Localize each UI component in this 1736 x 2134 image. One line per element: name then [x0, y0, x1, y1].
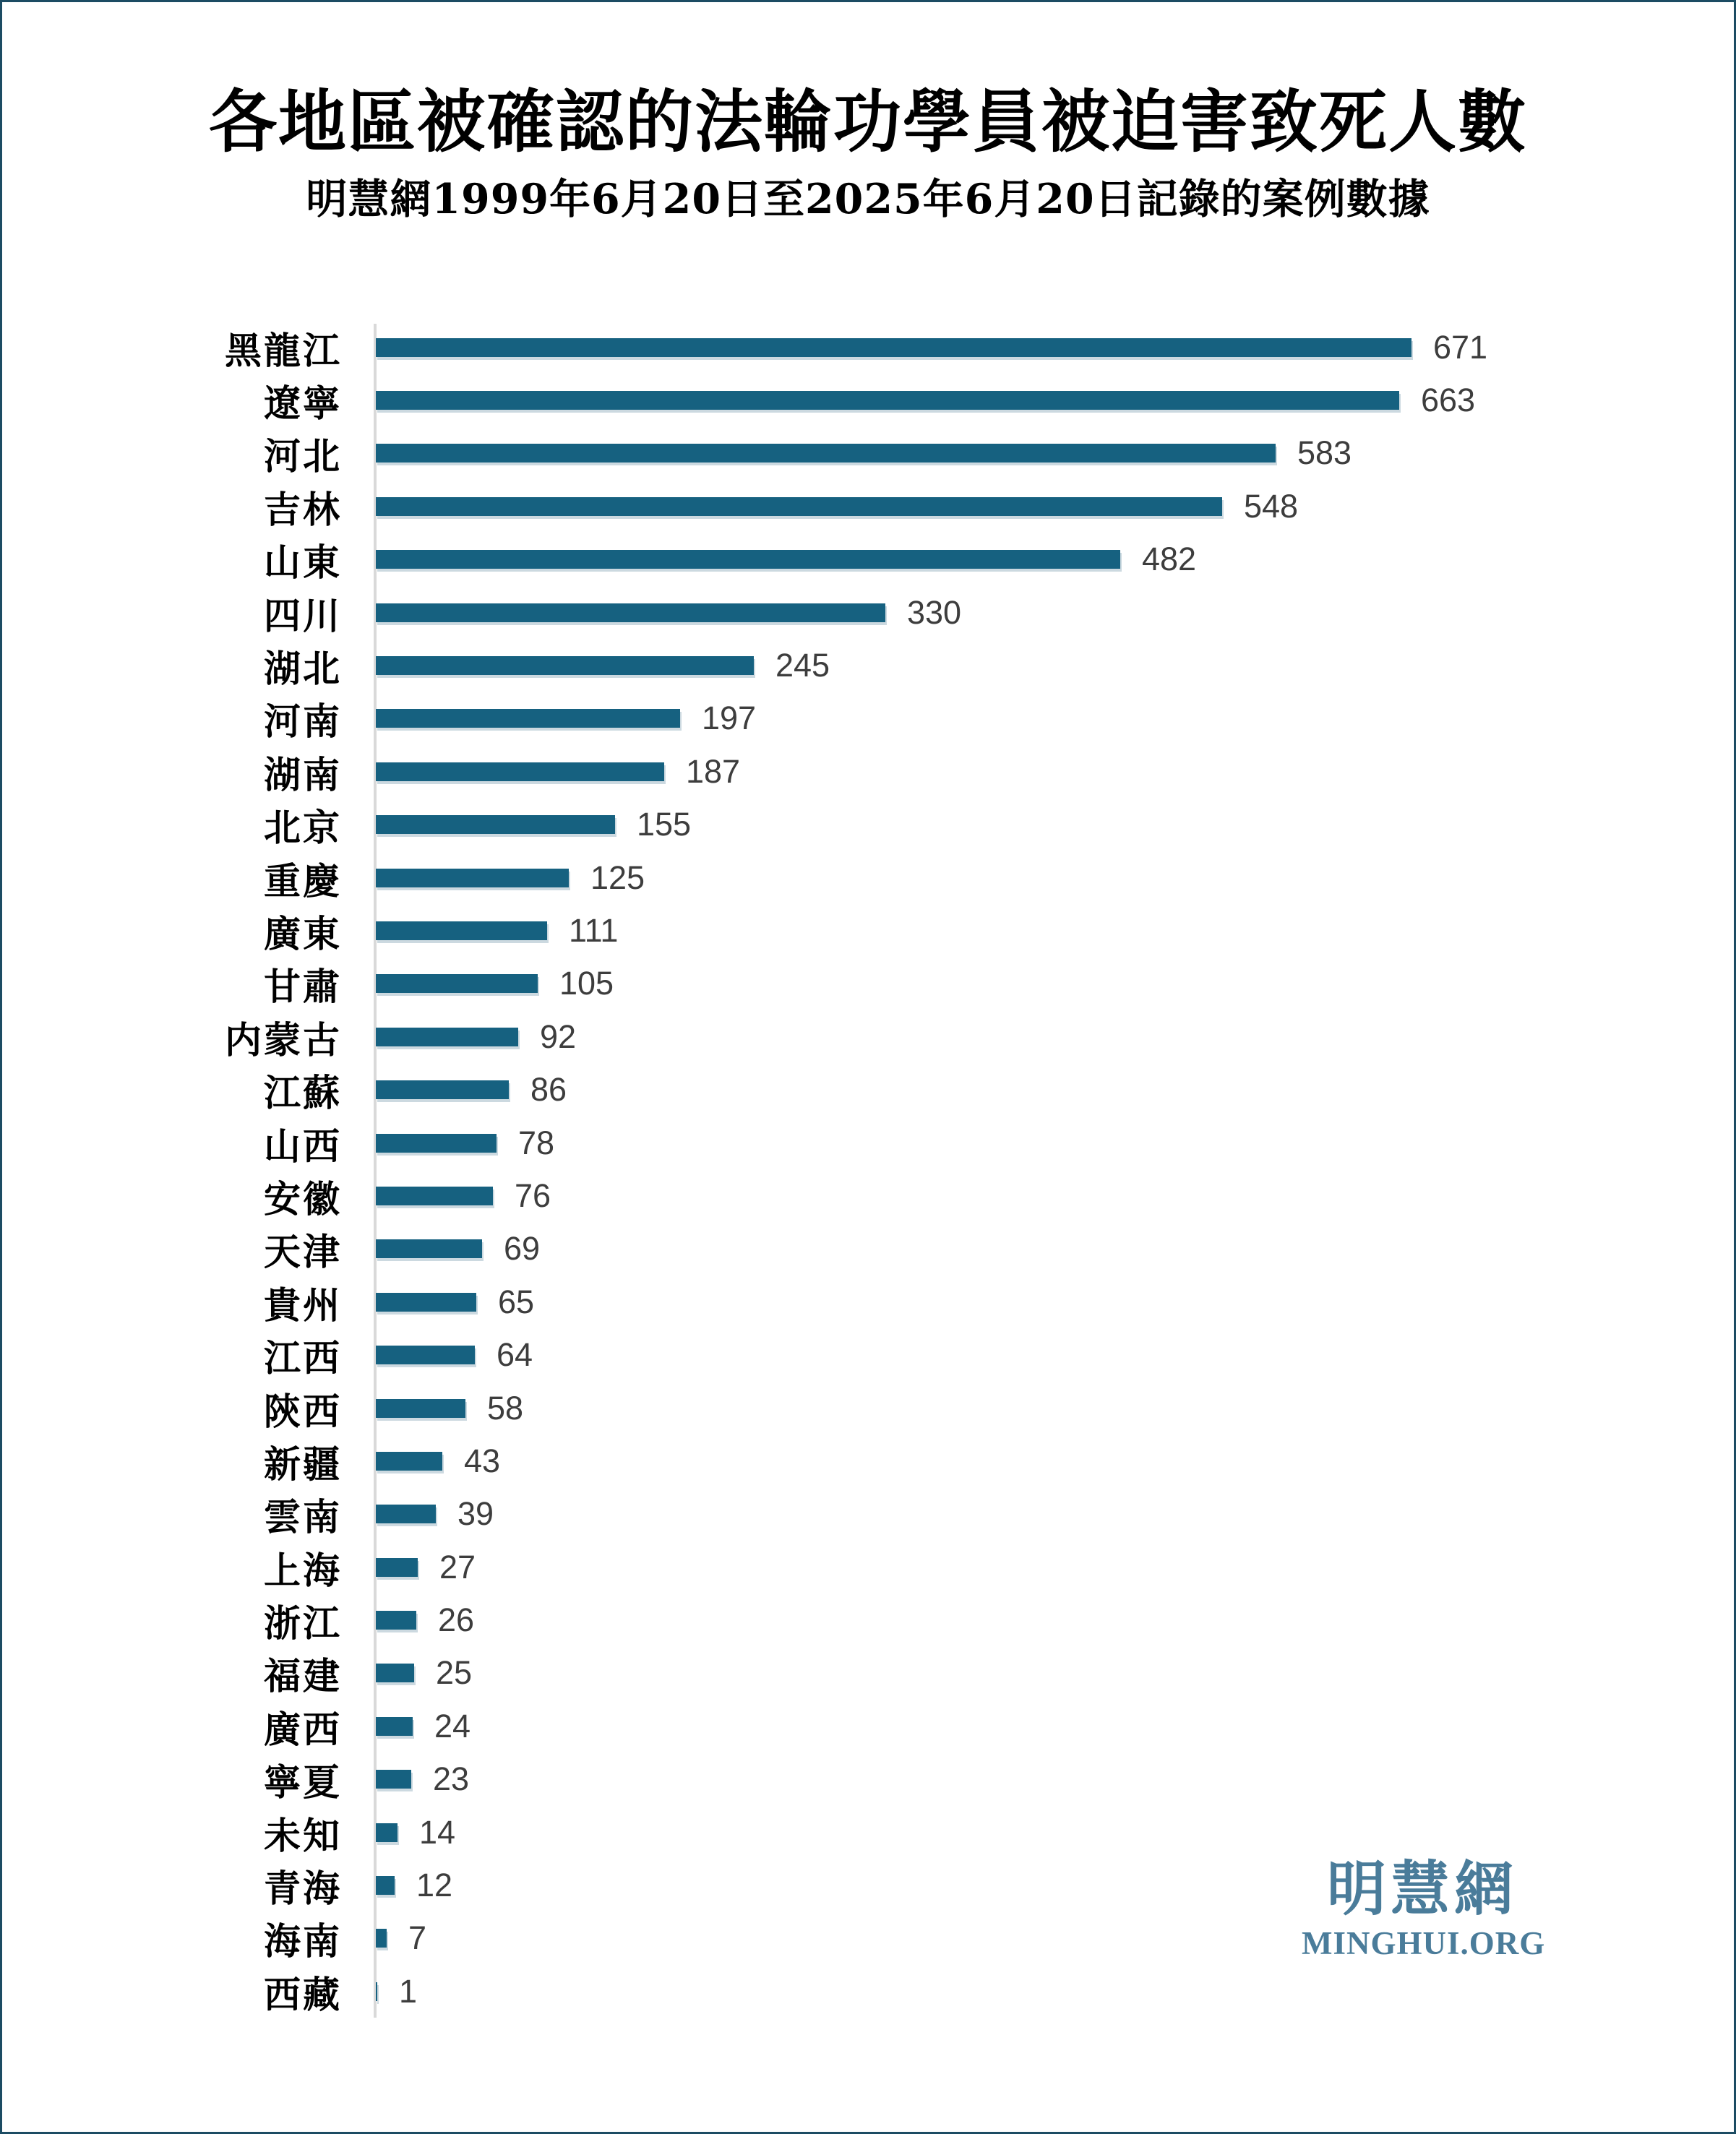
category-label: 廣西 [263, 1708, 342, 1752]
value-label: 197 [702, 700, 757, 737]
category-label: 河南 [263, 700, 342, 744]
category-label: 山西 [263, 1124, 342, 1169]
category-label: 新疆 [263, 1442, 342, 1487]
bar-and-value [376, 965, 614, 1002]
chart-row [2, 1010, 1736, 1063]
bar-and-value [376, 594, 961, 632]
bar-and-value [376, 1230, 540, 1268]
bar [376, 1239, 482, 1258]
bar [376, 762, 664, 781]
bar-and-value [376, 753, 740, 791]
bar [376, 1134, 497, 1153]
value-label: 24 [434, 1707, 471, 1744]
value-label: 245 [775, 647, 830, 684]
bar-and-value [376, 1071, 567, 1109]
bar [376, 1028, 518, 1046]
bar [376, 974, 538, 993]
bar [376, 338, 1411, 357]
category-label: 吉林 [263, 488, 342, 532]
bar-and-value [376, 329, 1487, 366]
bar-and-value [376, 1018, 576, 1056]
chart-row [2, 1488, 1736, 1541]
chart-row [2, 1593, 1736, 1646]
bar-and-value [376, 859, 645, 897]
chart-row [2, 1169, 1736, 1222]
value-label: 482 [1142, 541, 1197, 578]
value-label: 12 [416, 1867, 453, 1904]
bar [376, 1187, 493, 1205]
value-label: 663 [1421, 382, 1476, 419]
value-label: 548 [1244, 487, 1299, 525]
chart-row [2, 374, 1736, 426]
category-label: 内蒙古 [224, 1018, 342, 1062]
bar-and-value [376, 1601, 474, 1639]
value-label: 7 [408, 1919, 427, 1957]
category-label: 浙江 [263, 1602, 342, 1646]
chart-subtitle: 明慧網1999年6月20日至2025年6月20日記錄的案例數據 [306, 175, 1430, 223]
bar [376, 1558, 418, 1577]
bar-and-value [376, 1654, 472, 1692]
value-label: 65 [498, 1283, 535, 1320]
bar-and-value [376, 1124, 554, 1162]
bar-and-value [376, 1867, 452, 1904]
chart-row [2, 692, 1736, 745]
category-label: 甘肅 [263, 965, 342, 1010]
category-label: 北京 [263, 806, 342, 851]
chart-row [2, 958, 1736, 1010]
chart-row [2, 1434, 1736, 1487]
chart-row [2, 1965, 1736, 2018]
chart-title: 各地區被確認的法輪功學員被迫害致死人數 [208, 82, 1527, 162]
category-label: 廣東 [263, 913, 342, 956]
value-label: 187 [686, 752, 741, 790]
bar-chart [2, 321, 1736, 2018]
category-label: 西藏 [263, 1973, 342, 2017]
bar [376, 391, 1399, 410]
value-label: 26 [438, 1601, 475, 1639]
chart-row [2, 1753, 1736, 1806]
bar [376, 1611, 416, 1630]
value-label: 23 [433, 1760, 470, 1798]
chart-row [2, 1117, 1736, 1169]
bar-and-value [376, 1760, 469, 1798]
category-label: 遼寧 [263, 382, 342, 426]
value-label: 671 [1433, 328, 1488, 366]
logo-latin-text: MINGHUI.ORG [1302, 1925, 1546, 1962]
chart-row [2, 1700, 1736, 1752]
bar-and-value [376, 382, 1475, 419]
bar [376, 709, 680, 728]
bar-and-value [376, 541, 1196, 578]
value-label: 1 [399, 1972, 418, 2010]
chart-row [2, 851, 1736, 904]
chart-row [2, 1223, 1736, 1275]
chart-row [2, 1275, 1736, 1328]
bar-and-value [376, 1549, 476, 1586]
bar [376, 1717, 413, 1736]
bar-and-value [376, 806, 691, 843]
chart-row [2, 480, 1736, 533]
bar [376, 1823, 398, 1842]
category-label: 雲南 [263, 1496, 342, 1540]
category-label: 河北 [263, 435, 342, 479]
bar [376, 444, 1276, 462]
chart-row [2, 745, 1736, 798]
value-label: 92 [540, 1017, 577, 1055]
bar [376, 869, 569, 887]
chart-row [2, 321, 1736, 374]
category-label: 寧夏 [263, 1761, 342, 1805]
category-label: 上海 [263, 1549, 342, 1593]
bar-and-value [376, 700, 756, 737]
chart-row [2, 1382, 1736, 1434]
bar [376, 1664, 414, 1682]
bar-and-value [376, 1814, 455, 1851]
value-label: 105 [559, 965, 614, 1002]
bar [376, 1982, 377, 2001]
chart-row [2, 1806, 1736, 1859]
bar-and-value [376, 1442, 500, 1480]
chart-row [2, 427, 1736, 480]
category-label: 青海 [263, 1867, 342, 1911]
value-label: 125 [590, 859, 645, 896]
bar [376, 1876, 395, 1895]
bar-and-value [376, 488, 1298, 525]
category-label: 海南 [263, 1920, 342, 1964]
category-label: 陝西 [263, 1390, 342, 1434]
chart-row [2, 1063, 1736, 1116]
chart-row [2, 1647, 1736, 1700]
bar-and-value [376, 1495, 494, 1533]
value-label: 76 [515, 1176, 551, 1214]
value-label: 43 [464, 1442, 501, 1479]
bar [376, 1399, 465, 1418]
value-label: 14 [419, 1813, 456, 1851]
bar [376, 497, 1222, 516]
value-label: 583 [1297, 434, 1352, 472]
bar [376, 1452, 442, 1471]
bar [376, 815, 615, 834]
chart-row [2, 1328, 1736, 1381]
category-label: 福建 [263, 1655, 342, 1699]
category-label: 貴州 [263, 1283, 342, 1328]
bar [376, 550, 1120, 569]
chart-row [2, 533, 1736, 586]
value-label: 78 [518, 1124, 555, 1161]
bar [376, 1505, 436, 1523]
bar [376, 603, 885, 622]
minghui-logo [1302, 1854, 1546, 1962]
bar [376, 1080, 509, 1099]
category-label: 黑龍江 [224, 329, 342, 373]
chart-row [2, 799, 1736, 851]
logo-cjk-text: 明慧網 [1326, 1854, 1518, 1924]
value-label: 58 [487, 1389, 524, 1427]
category-label: 天津 [263, 1231, 342, 1275]
value-label: 86 [530, 1071, 567, 1109]
bar-and-value [376, 1390, 523, 1427]
value-label: 155 [637, 806, 692, 843]
bar-and-value [376, 1336, 533, 1374]
bar-and-value [376, 1708, 470, 1745]
bar-and-value [376, 912, 618, 950]
category-label: 湖北 [263, 647, 342, 692]
category-label: 重慶 [263, 859, 342, 903]
bar-and-value [376, 1177, 551, 1215]
chart-row [2, 639, 1736, 692]
bar-and-value [376, 647, 830, 684]
bar [376, 1346, 475, 1364]
category-label: 安徽 [263, 1177, 342, 1221]
category-label: 江蘇 [263, 1072, 342, 1116]
bar-and-value [376, 1283, 534, 1321]
chart-row [2, 1541, 1736, 1593]
value-label: 27 [439, 1548, 476, 1586]
category-label: 湖南 [263, 753, 342, 797]
value-label: 39 [457, 1495, 494, 1533]
bar [376, 1929, 387, 1948]
value-label: 69 [504, 1230, 541, 1268]
chart-row [2, 586, 1736, 639]
chart-rows [2, 321, 1736, 2018]
category-label: 江西 [263, 1337, 342, 1381]
value-label: 25 [436, 1654, 473, 1692]
bar [376, 656, 754, 675]
bar-and-value [376, 434, 1352, 472]
value-label: 64 [497, 1336, 533, 1374]
value-label: 330 [907, 593, 962, 631]
category-label: 山東 [263, 541, 342, 585]
bar [376, 921, 547, 940]
chart-row [2, 904, 1736, 957]
category-label: 四川 [263, 594, 342, 638]
bar [376, 1293, 476, 1312]
bar-and-value [376, 1919, 426, 1957]
category-label: 未知 [263, 1814, 342, 1858]
bar-and-value [376, 1973, 417, 2010]
bar [376, 1770, 411, 1789]
value-label: 111 [569, 911, 619, 949]
